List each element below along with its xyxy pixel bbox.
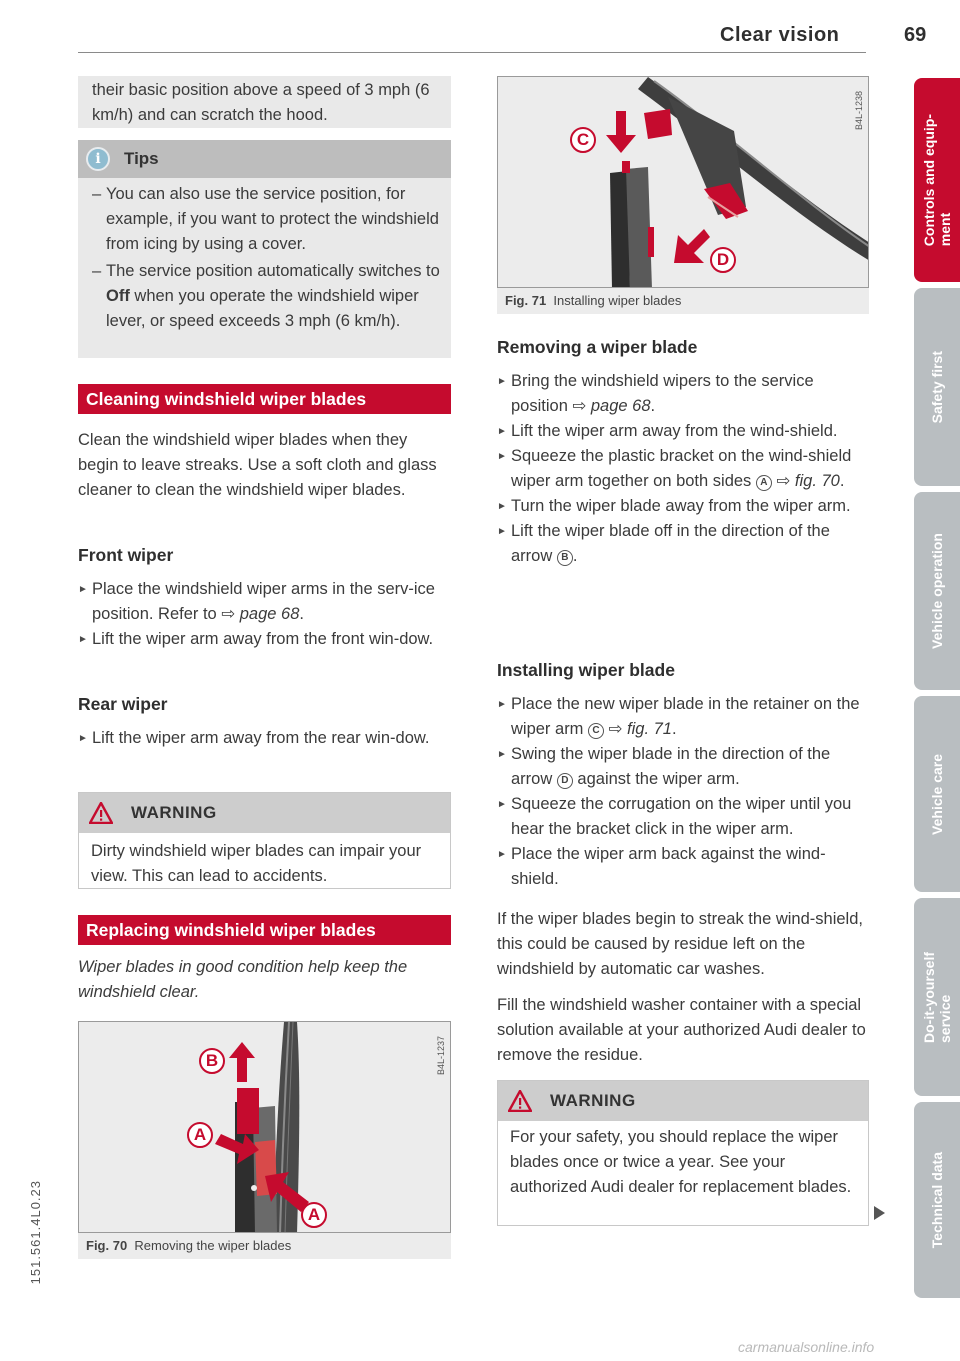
callout-b: B [199,1048,225,1074]
continue-arrow-icon [874,1206,885,1220]
arrow-up-left-icon [265,1172,309,1212]
remove-step-2: ► Lift the wiper arm away from the wind-shield. [497,419,869,444]
warning-header-1 [79,793,450,833]
remove-step-5: ► Lift the wiper blade off in the direction of the arrow B . [497,519,869,569]
installing-heading: Installing wiper blade [497,660,675,680]
arrow-up-icon [229,1042,255,1082]
callout-a-ref: A [756,475,772,491]
document-code: 151.561.4L0.23 [28,1180,43,1285]
install-step-4: ► Place the wiper arm back against the wind-shield. [497,842,869,892]
arrow-curved-icon [674,229,710,265]
figure-70-code: B4L-1237 [436,1036,446,1076]
footer-watermark: carmanualsonline.info [738,1339,875,1355]
info-icon: i [86,147,110,171]
tab-do-it-yourself-service[interactable]: Do-it-yourself service [914,898,960,1096]
warning-triangle-icon [89,802,113,824]
warning-text-1: Dirty windshield wiper blades can impair your view. This can lead to accidents. [91,842,422,885]
front-step-2: ► Lift the wiper arm away from the front win-dow. [78,627,451,652]
section-title-replacing: Replacing windshield wiper blades [78,915,451,945]
figure-71-code: B4L-1238 [854,91,864,131]
tab-vehicle-care[interactable]: Vehicle care [914,696,960,892]
front-step-1: ► Place the windshield wiper arms in the serv-ice position. Refer to ⇨ page 68. [78,577,451,627]
tips-item-1: – You can also use the service position, for example, if you want to protect the windshield from icing by using a cover. [92,185,439,253]
residue-paragraph: If the wiper blades begin to streak the wind-shield, this could be caused by residue left on the windshield by automatic car washes. [497,910,863,978]
callout-a-left: A [187,1122,213,1148]
callout-a-right: A [301,1202,327,1228]
remove-step-3: ► Squeeze the plastic bracket on the wind-shield wiper arm together on both sides A ⇨ fig. 70. [497,444,869,494]
tab-safety-first[interactable]: Safety first [914,288,960,486]
warning-label-2: WARNING [550,1091,636,1110]
warning-label-1: WARNING [131,803,217,822]
remove-step-4: ► Turn the wiper blade away from the wiper arm. [497,494,869,519]
warning-header-2 [498,1081,868,1121]
install-step-3: ► Squeeze the corrugation on the wiper until you hear the bracket click in the wiper arm. [497,792,869,842]
arrow-right-icon [215,1128,259,1164]
fig-ref-link[interactable]: ⇨ fig. 71 [608,720,672,738]
callout-c-ref: C [588,723,604,739]
warning-box-1 [78,792,451,889]
callout-b-ref: B [557,550,573,566]
rear-step-1: ► Lift the wiper arm away from the rear win-dow. [78,726,451,751]
figure-70-image [78,1021,451,1233]
tab-technical-data[interactable]: Technical data [914,1102,960,1298]
page-number: 69 [904,24,927,46]
cleaning-body: Clean the windshield wiper blades when they begin to leave streaks. Use a soft cloth and glass cleaner to clean the windshield wiper blades. [78,431,437,499]
front-wiper-heading: Front wiper [78,545,174,565]
figure-71-caption: Fig. 71 Installing wiper blades [497,288,869,314]
warning-box-2 [497,1080,869,1226]
figure-70-caption: Fig. 70 Removing the wiper blades [78,1233,451,1259]
tab-vehicle-operation[interactable]: Vehicle operation [914,492,960,690]
remove-step-1: ► Bring the windshield wipers to the service position ⇨ page 68. [497,369,869,419]
tips-box [78,140,451,358]
warning-text-2: For your safety, you should replace the wiper blades once or twice a year. See your authorized Audi dealer for replacement blades. [510,1128,852,1196]
removing-heading: Removing a wiper blade [497,337,698,357]
tab-controls-and-equipment[interactable]: Controls and equip- ment [914,78,960,282]
section-title-cleaning: Cleaning windshield wiper blades [78,384,451,414]
rear-wiper-heading: Rear wiper [78,694,168,714]
fig-ref-link[interactable]: ⇨ fig. 70 [776,472,840,490]
page-ref-link[interactable]: ⇨ page 68 [572,397,651,415]
install-step-2: ► Swing the wiper blade in the direction of the arrow D against the wiper arm. [497,742,869,792]
tips-item-2: – The service position automatically switches to Off when you operate the windshield wiper lever, or speed exceeds 3 mph (6 km/h). [92,262,440,330]
running-header-title: Clear vision [720,24,840,46]
intro-box [78,76,451,128]
callout-d: D [710,247,736,273]
intro-text: their basic position above a speed of 3 mph (6 km/h) and can scratch the hood. [92,81,430,124]
replacing-subtitle: Wiper blades in good condition help keep the windshield clear. [78,958,408,1001]
figure-71-image [497,76,869,288]
install-step-1: ► Place the new wiper blade in the retainer on the wiper arm C ⇨ fig. 71. [497,692,869,742]
tips-label: Tips [124,149,159,168]
callout-d-ref: D [557,773,573,789]
header-rule [78,52,866,53]
washer-paragraph: Fill the windshield washer container with a special solution available at your authorized Audi dealer to remove the residue. [497,996,866,1064]
arrow-down-icon [606,111,636,153]
warning-triangle-icon [508,1090,532,1112]
page-ref-link[interactable]: ⇨ page 68 [221,605,300,623]
callout-c: C [570,127,596,153]
tips-header [78,140,451,178]
